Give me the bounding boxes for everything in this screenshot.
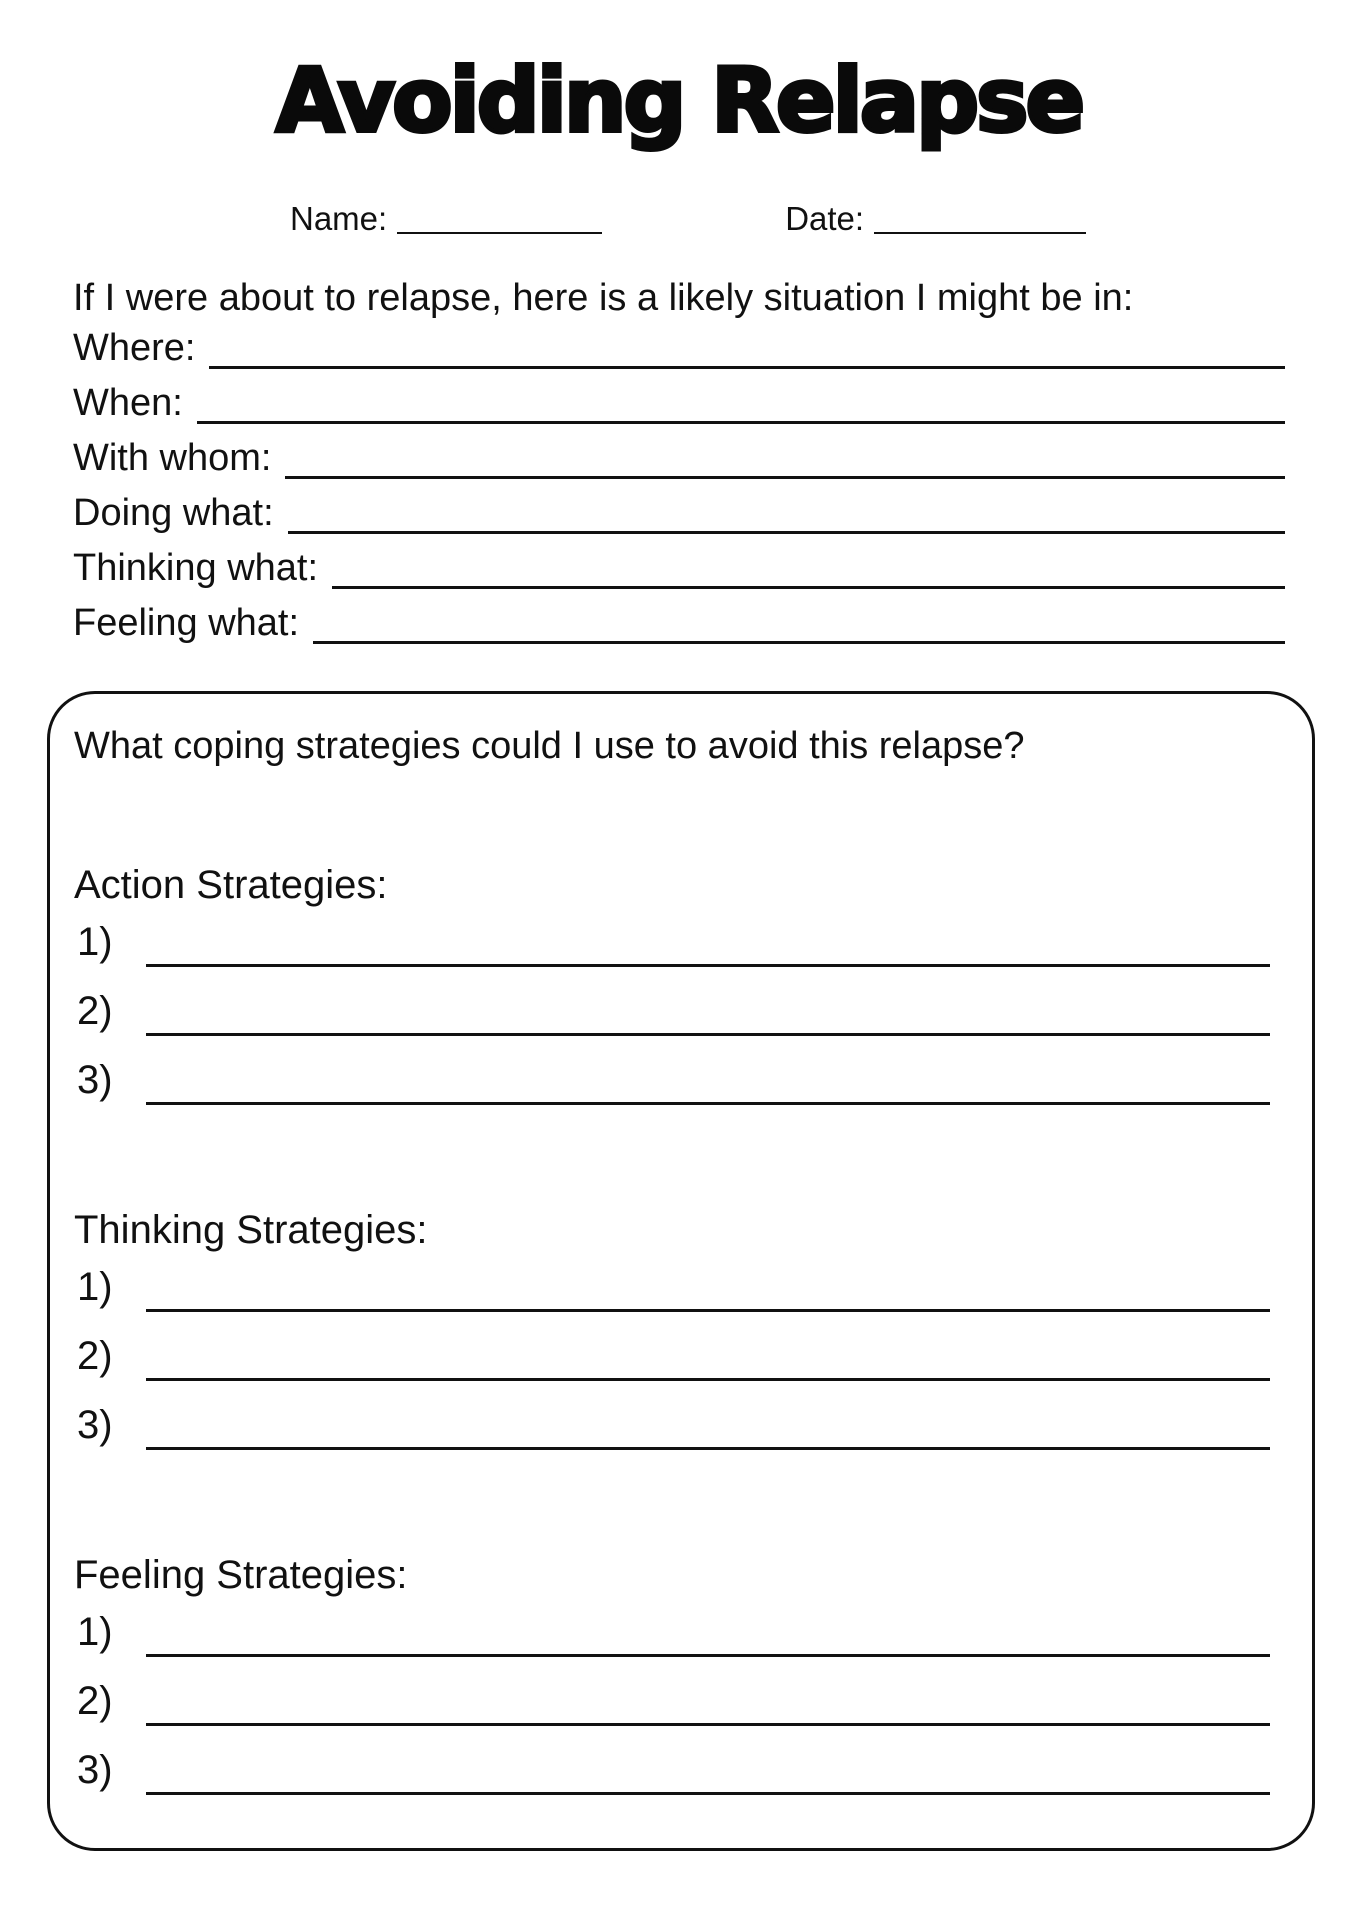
with-whom-blank-line[interactable] xyxy=(285,431,1285,479)
intro-text: If I were about to relapse, here is a likely situation I might be in: xyxy=(73,277,1134,320)
action-strategy-3-blank-line[interactable] xyxy=(146,1046,1270,1105)
field-row-feeling-what xyxy=(73,596,1285,651)
doing-what-blank-line[interactable] xyxy=(288,486,1285,534)
feeling-item-1-number: 1) xyxy=(77,1610,113,1655)
feeling-item-2-number: 2) xyxy=(77,1679,113,1724)
action-strategy-row-1 xyxy=(74,908,1270,977)
action-item-3-number: 3) xyxy=(77,1058,113,1103)
field-row-where xyxy=(73,321,1285,376)
name-label: Name: xyxy=(290,200,388,238)
feeling-strategy-row-2 xyxy=(74,1667,1270,1736)
date-blank-line[interactable] xyxy=(874,232,1086,234)
coping-strategies-box xyxy=(47,691,1315,1851)
thinking-strategy-2-blank-line[interactable] xyxy=(146,1322,1270,1381)
feeling-strategy-2-blank-line[interactable] xyxy=(146,1667,1270,1726)
date-label: Date: xyxy=(785,200,865,238)
thinking-what-label: Thinking what: xyxy=(73,547,319,590)
field-row-with-whom xyxy=(73,431,1285,486)
with-whom-label: With whom: xyxy=(73,437,272,480)
field-row-when xyxy=(73,376,1285,431)
where-label: Where: xyxy=(73,327,196,370)
feeling-strategy-1-blank-line[interactable] xyxy=(146,1598,1270,1657)
thinking-what-blank-line[interactable] xyxy=(332,541,1285,589)
feeling-strategy-row-3 xyxy=(74,1736,1270,1805)
action-strategies-heading: Action Strategies: xyxy=(74,863,388,908)
feeling-strategy-row-1 xyxy=(74,1598,1270,1667)
coping-question: What coping strategies could I use to avoid this relapse? xyxy=(74,725,1025,768)
action-item-2-number: 2) xyxy=(77,989,113,1034)
thinking-item-3-number: 3) xyxy=(77,1403,113,1448)
feeling-strategies-heading: Feeling Strategies: xyxy=(74,1553,408,1598)
action-strategy-1-blank-line[interactable] xyxy=(146,908,1270,967)
thinking-item-2-number: 2) xyxy=(77,1334,113,1379)
field-row-thinking-what xyxy=(73,541,1285,596)
thinking-strategy-row-1 xyxy=(74,1253,1270,1322)
when-blank-line[interactable] xyxy=(197,376,1285,424)
action-strategy-row-3 xyxy=(74,1046,1270,1115)
doing-what-label: Doing what: xyxy=(73,492,274,535)
feeling-item-3-number: 3) xyxy=(77,1748,113,1793)
thinking-strategy-3-blank-line[interactable] xyxy=(146,1391,1270,1450)
where-blank-line[interactable] xyxy=(209,321,1285,369)
thinking-strategy-row-3 xyxy=(74,1391,1270,1460)
thinking-item-1-number: 1) xyxy=(77,1265,113,1310)
action-strategy-2-blank-line[interactable] xyxy=(146,977,1270,1036)
feeling-what-label: Feeling what: xyxy=(73,602,300,645)
action-strategy-row-2 xyxy=(74,977,1270,1046)
thinking-strategy-row-2 xyxy=(74,1322,1270,1391)
thinking-strategy-1-blank-line[interactable] xyxy=(146,1253,1270,1312)
when-label: When: xyxy=(73,382,183,425)
name-date-row xyxy=(290,199,1358,239)
feeling-strategy-3-blank-line[interactable] xyxy=(146,1736,1270,1795)
action-item-1-number: 1) xyxy=(77,920,113,965)
thinking-strategies-heading: Thinking Strategies: xyxy=(74,1208,428,1253)
field-row-doing-what xyxy=(73,486,1285,541)
name-blank-line[interactable] xyxy=(397,232,602,234)
situation-fields xyxy=(73,321,1285,651)
feeling-what-blank-line[interactable] xyxy=(313,596,1285,644)
page-title: Avoiding Relapse xyxy=(275,49,1083,152)
